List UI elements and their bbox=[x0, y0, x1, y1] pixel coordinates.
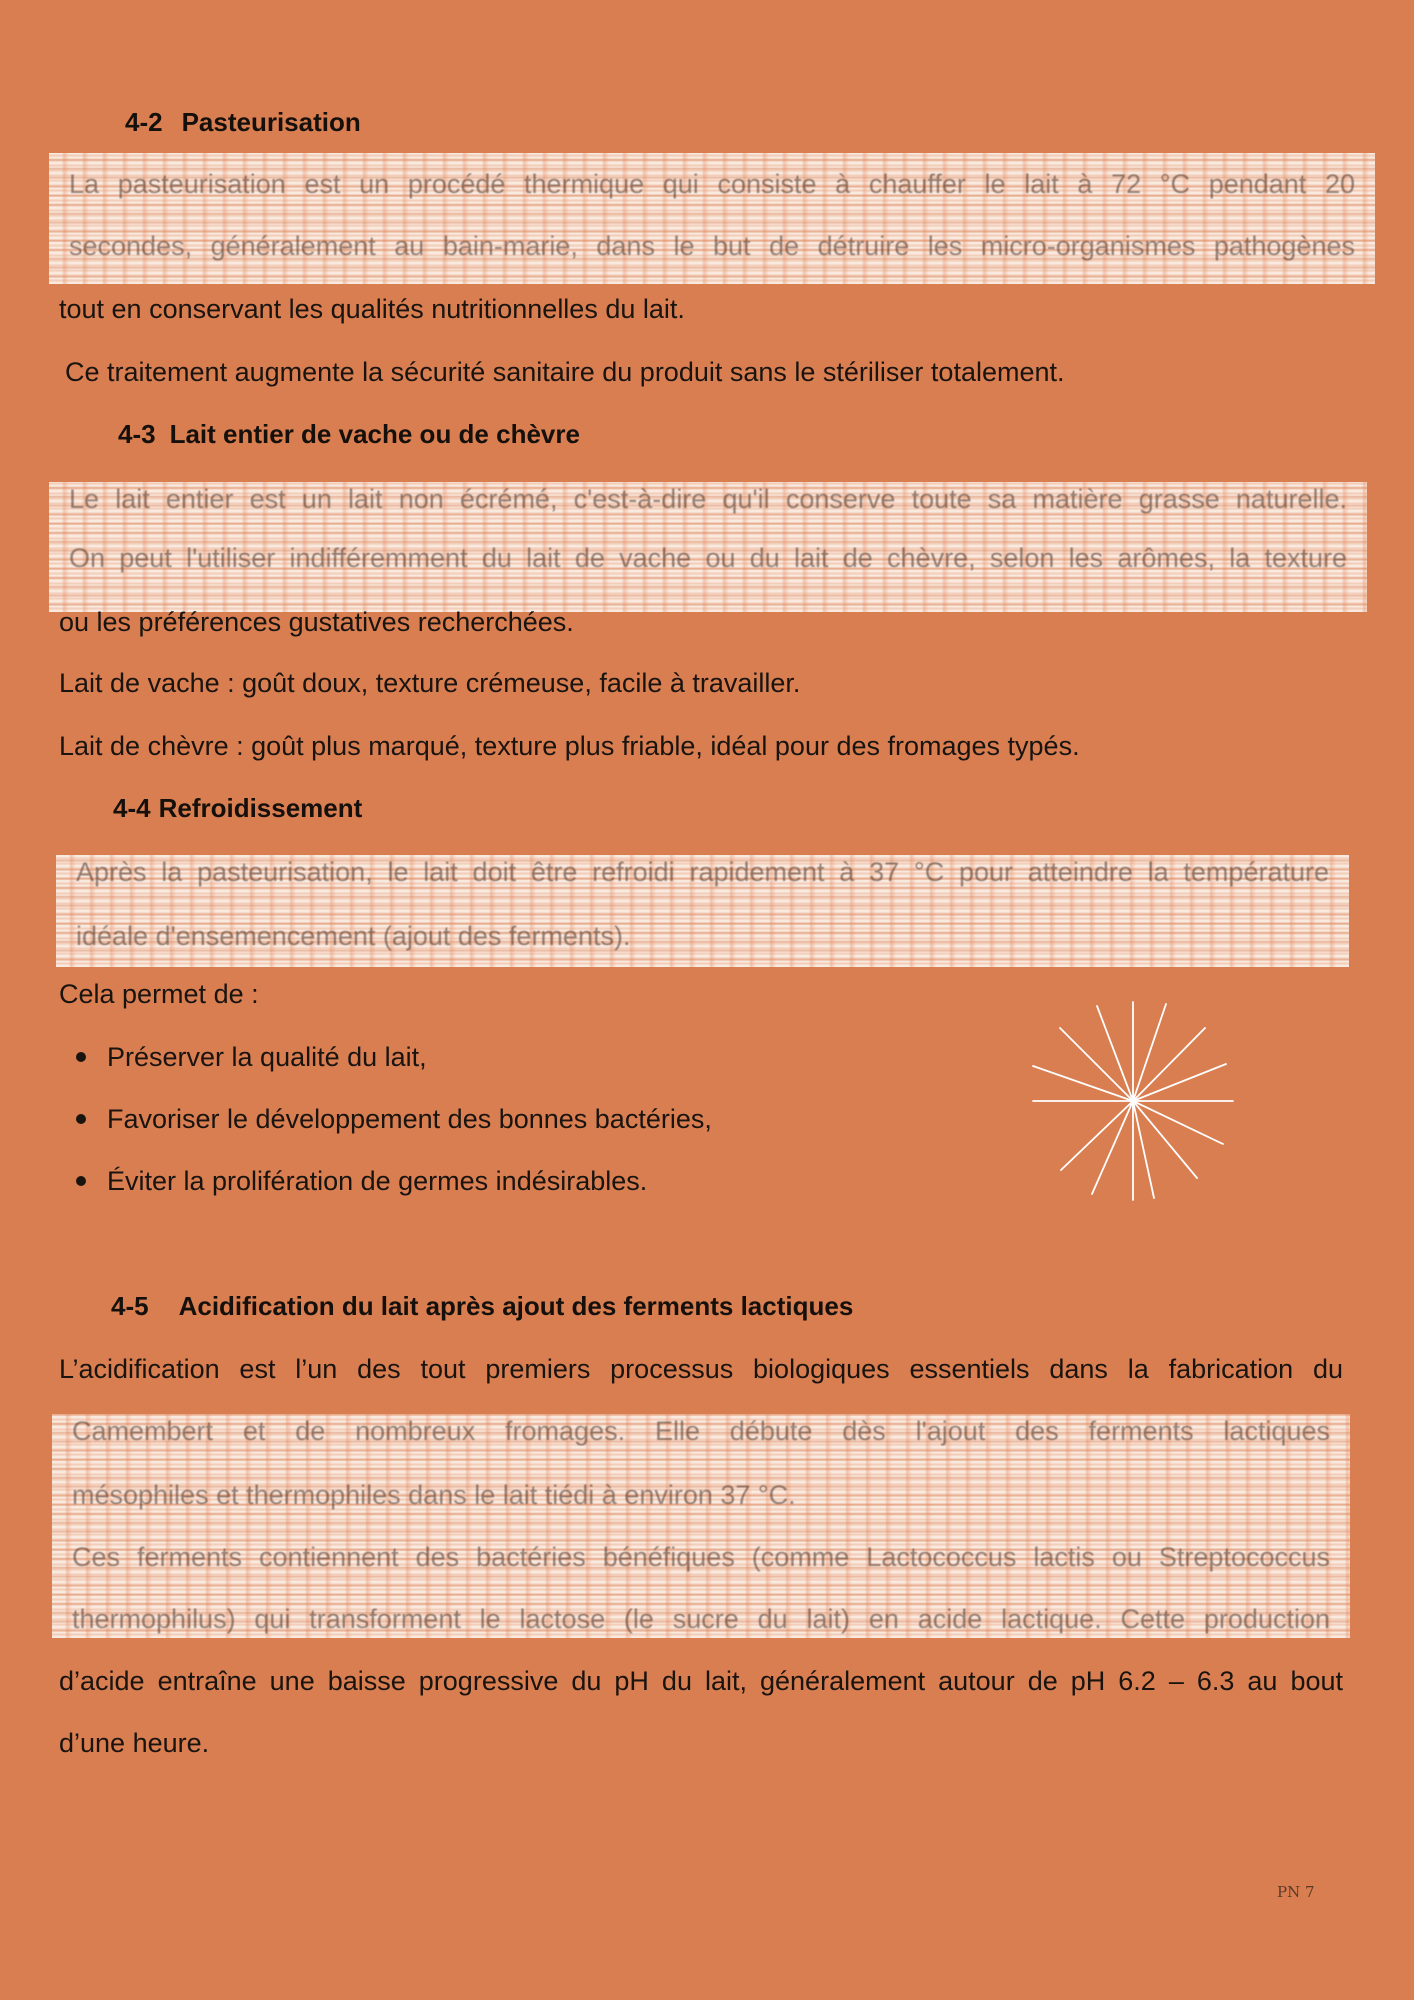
obscured-line: Le lait entier est un lait non écrémé, c'est-à-dire qu'il conserve toute sa matière grasse naturelle. bbox=[69, 484, 1347, 514]
obscured-paragraph bbox=[52, 1414, 1350, 1638]
obscured-paragraph bbox=[49, 482, 1367, 612]
page-number-label: PN 7 bbox=[1277, 1883, 1315, 1901]
paragraph-line: ou les préférences gustatives recherchées. bbox=[59, 607, 574, 637]
section-heading-4-5 bbox=[111, 1290, 853, 1322]
list-item: Préserver la qualité du lait, bbox=[107, 1042, 427, 1072]
paragraph-line: Lait de chèvre : goût plus marqué, texture plus friable, idéal pour des fromages typés. bbox=[59, 731, 1080, 761]
section-number: 4-2 bbox=[125, 107, 163, 137]
list-item: Éviter la prolifération de germes indésirables. bbox=[107, 1166, 648, 1196]
list-intro: Cela permet de : bbox=[59, 979, 259, 1009]
paragraph-line: Ce traitement augmente la sécurité sanitaire du produit sans le stériliser totalement. bbox=[65, 357, 1065, 387]
obscured-paragraph bbox=[49, 153, 1375, 284]
section-number: 4-4 bbox=[113, 793, 151, 823]
obscured-line: secondes, généralement au bain-marie, dans le but de détruire les micro-organismes pathogènes bbox=[69, 231, 1355, 261]
section-title: Pasteurisation bbox=[181, 107, 361, 137]
section-number: 4-5 bbox=[111, 1291, 149, 1321]
obscured-line: thermophilus) qui transforment le lactose (le sucre du lait) en acide lactique. Cette production bbox=[72, 1604, 1330, 1634]
section-heading-4-2 bbox=[125, 106, 361, 138]
bullet-dot bbox=[76, 1176, 86, 1186]
section-title: Acidification du lait après ajout des ferments lactiques bbox=[178, 1291, 854, 1321]
list-item: Favoriser le développement des bonnes bactéries, bbox=[107, 1104, 712, 1134]
paragraph-line: d’acide entraîne une baisse progressive du pH du lait, généralement autour de pH 6.2 – 6.3 au bout bbox=[59, 1666, 1343, 1696]
paragraph-line: L’acidification est l’un des tout premiers processus biologiques essentiels dans la fabrication du bbox=[59, 1354, 1343, 1384]
bullet-dot bbox=[76, 1114, 86, 1124]
obscured-line: On peut l'utiliser indifféremment du lait de vache ou du lait de chèvre, selon les arômes, la texture bbox=[69, 543, 1347, 573]
paragraph-line: tout en conservant les qualités nutritionnelles du lait. bbox=[59, 294, 685, 324]
section-title: Refroidissement bbox=[158, 793, 363, 823]
section-title: Lait entier de vache ou de chèvre bbox=[169, 419, 580, 449]
section-heading-4-4 bbox=[113, 792, 362, 824]
paragraph-line: Lait de vache : goût doux, texture crémeuse, facile à travailler. bbox=[59, 668, 801, 698]
obscured-line: La pasteurisation est un procédé thermique qui consiste à chauffer le lait à 72 °C pendant 20 bbox=[69, 169, 1355, 199]
obscured-paragraph bbox=[56, 855, 1349, 967]
obscured-line: Camembert et de nombreux fromages. Elle débute dès l'ajout des ferments lactiques bbox=[72, 1416, 1330, 1446]
section-heading-4-3 bbox=[118, 418, 580, 450]
bullet-dot bbox=[76, 1052, 86, 1062]
obscured-line: Après la pasteurisation, le lait doit être refroidi rapidement à 37 °C pour atteindre la température bbox=[76, 857, 1329, 887]
sparkle-starburst-icon bbox=[1030, 998, 1236, 1204]
section-number: 4-3 bbox=[118, 419, 156, 449]
obscured-line: mésophiles et thermophiles dans le lait tiédi à environ 37 °C. bbox=[72, 1480, 796, 1510]
obscured-line: idéale d'ensemencement (ajout des ferments). bbox=[76, 921, 631, 951]
obscured-line: Ces ferments contiennent des bactéries bénéfiques (comme Lactococcus lactis ou Streptococcus bbox=[72, 1542, 1330, 1572]
paragraph-line: d’une heure. bbox=[59, 1728, 210, 1758]
